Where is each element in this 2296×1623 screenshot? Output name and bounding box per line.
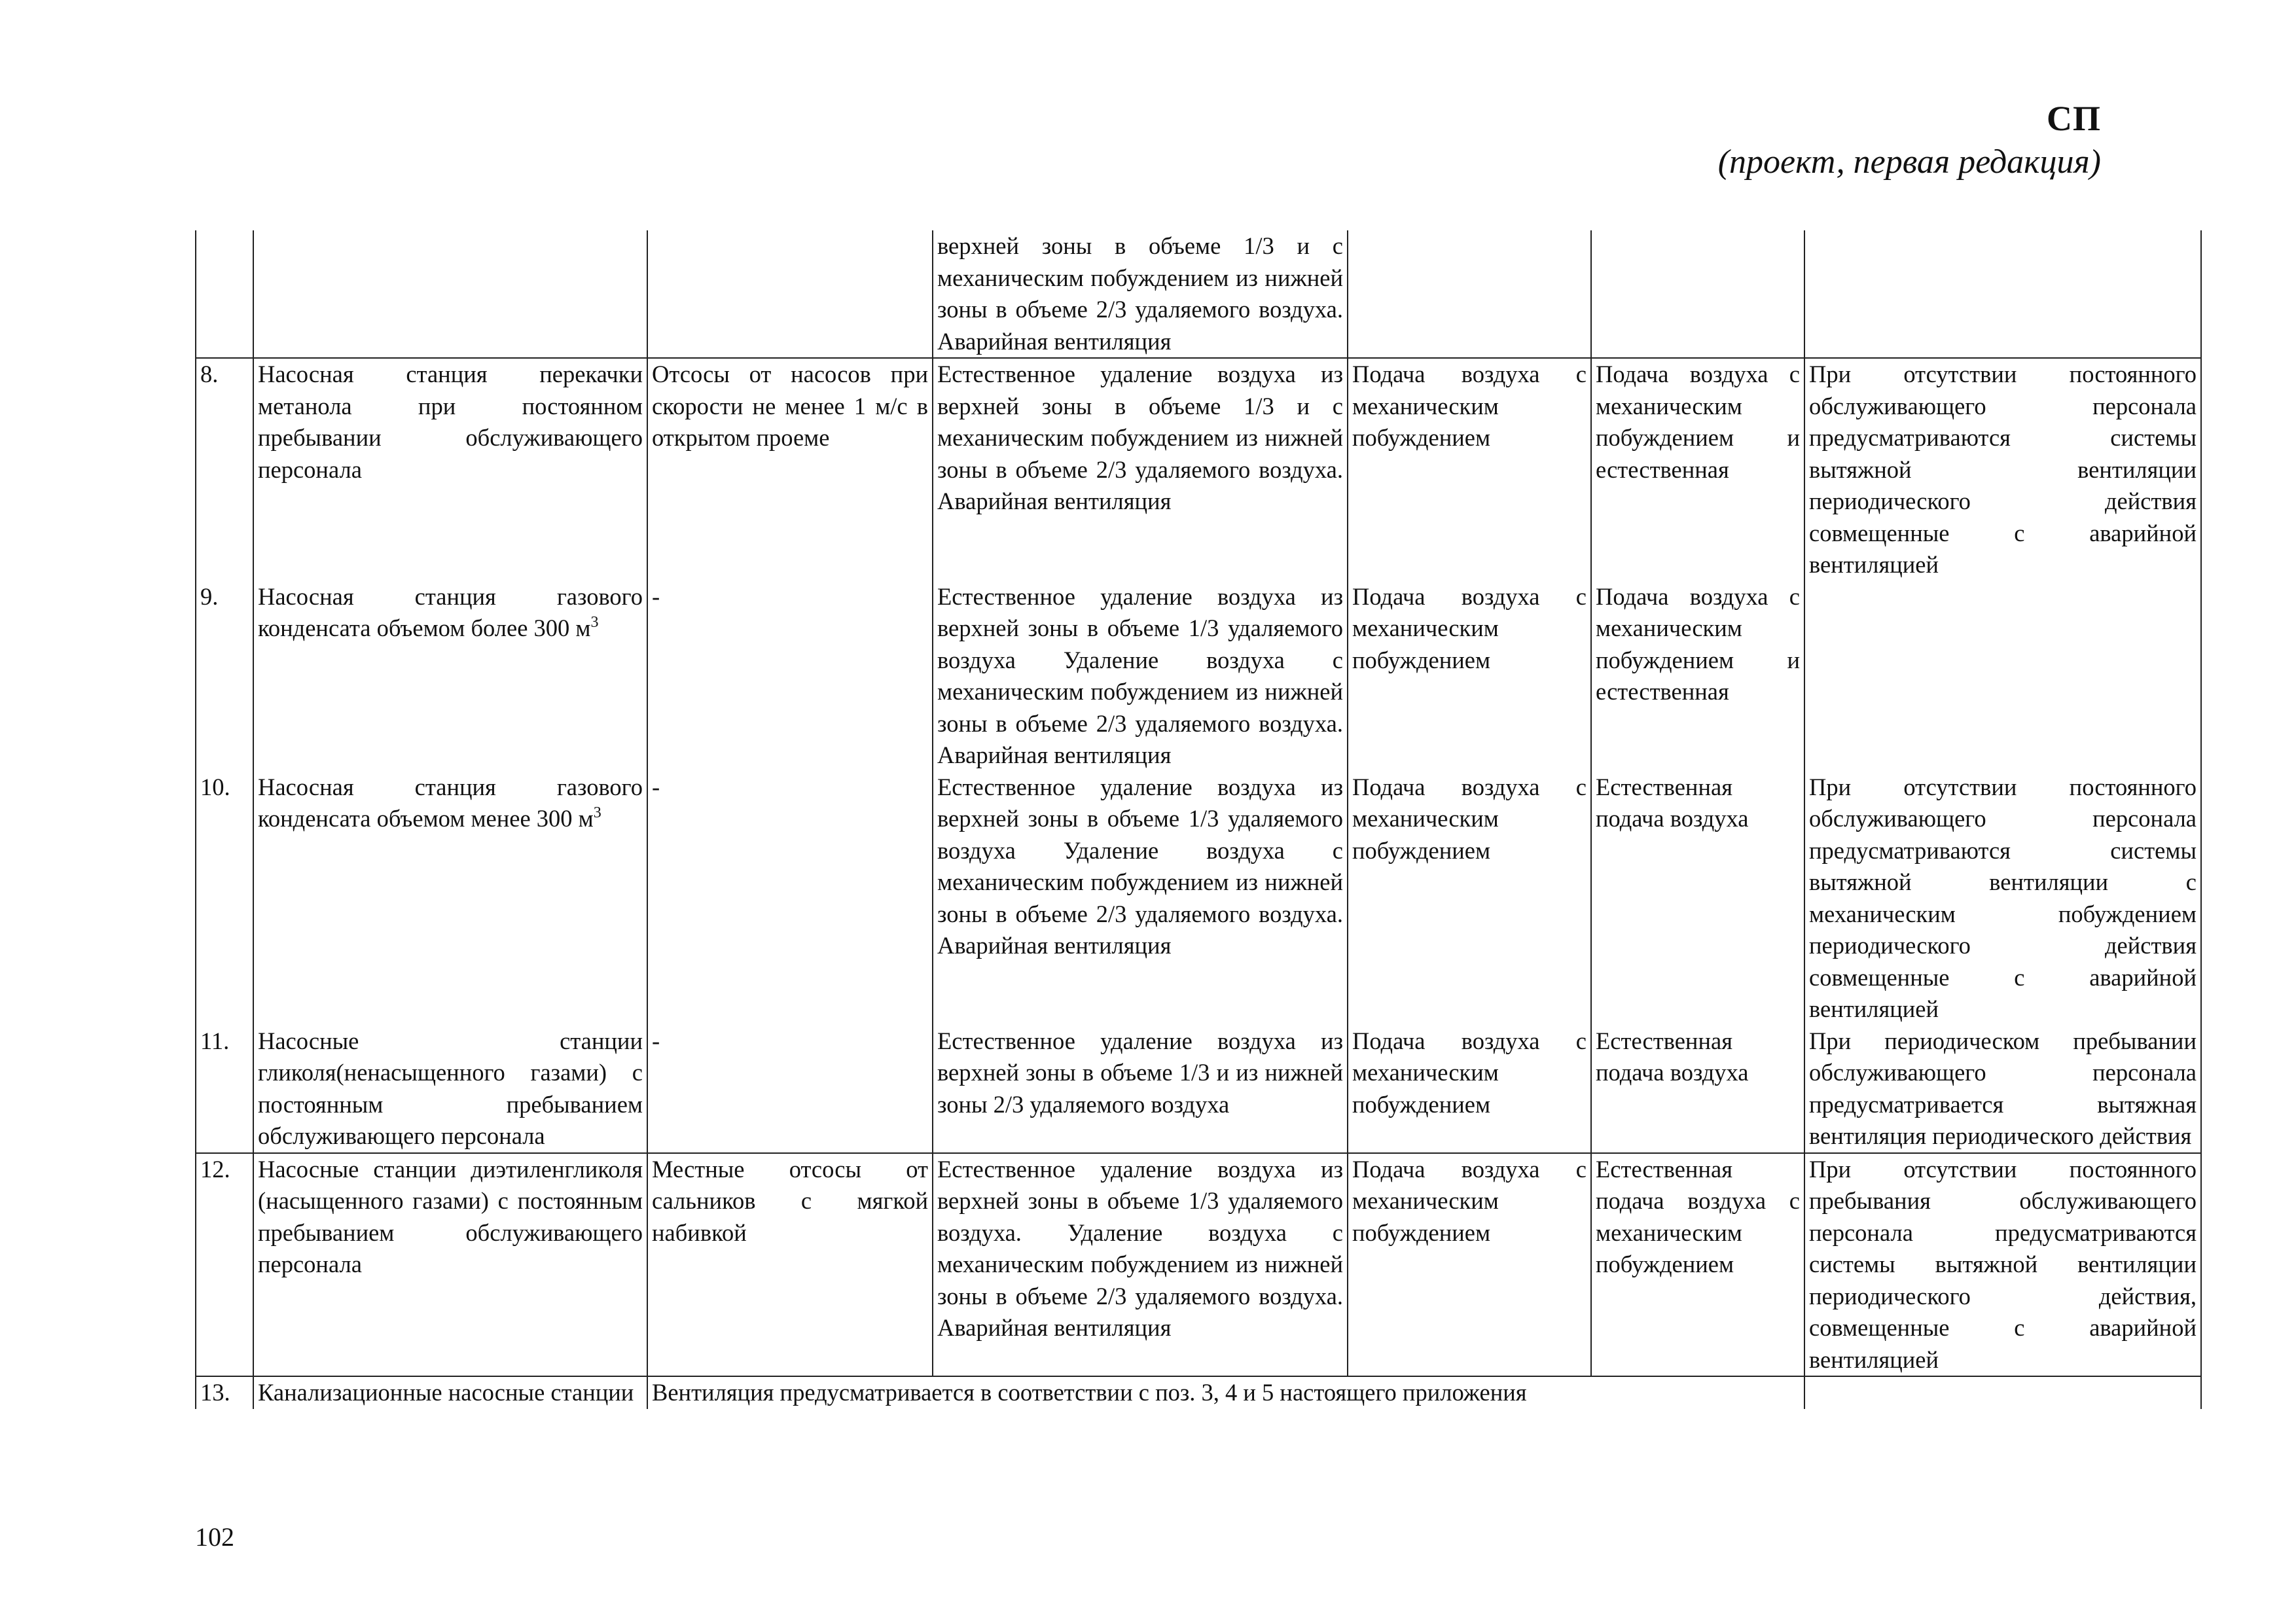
merged-ventilation-text: Вентиляция предусматривается в соответствии с поз. 3, 4 и 5 настоящего приложения — [647, 1376, 1804, 1409]
row-number: 11. — [196, 1026, 253, 1153]
room-name-text: Насосная станция газового конденсата объемом менее 300 м — [258, 773, 643, 832]
general-exhaust: верхней зоны в объеме 1/3 и с механическим побуждением из нижней зоны в объеме 2/3 удаляемого воздуха. Аварийная вентиляция — [933, 230, 1348, 358]
supply-cold-period: Подача воздуха с механическим побуждением — [1348, 358, 1591, 581]
supply-warm-period: Естественная подача воздуха — [1591, 1026, 1804, 1153]
header-subtitle: (проект, первая редакция) — [1717, 143, 2101, 181]
row-number — [196, 230, 253, 358]
table-row — [196, 358, 2201, 581]
row-number: 10. — [196, 772, 253, 1026]
room-name — [253, 230, 647, 358]
page-number: 102 — [195, 1522, 234, 1552]
general-exhaust: Естественное удаление воздуха из верхней зоны в объеме 1/3 удаляемого воздуха Удаление воздуха с механическим побуждением из нижней зоны в объеме 2/3 удаляемого воздуха. Аварийная вентиляция — [933, 581, 1348, 772]
superscript: 3 — [590, 614, 599, 631]
table-row — [196, 1153, 2201, 1377]
row-number: 13. — [196, 1376, 253, 1409]
table-row — [196, 772, 2201, 1026]
local-exhaust: Отсосы от насосов при скорости не менее 1 м/с в открытом проеме — [647, 358, 933, 581]
supply-warm-period: Подача воздуха с механическим побуждением и естественная — [1591, 581, 1804, 772]
table-row — [196, 1026, 2201, 1153]
room-name: Насосные станции диэтиленгликоля (насыщенного газами) с постоянным пребыванием обслуживающего персонала — [253, 1153, 647, 1377]
general-exhaust: Естественное удаление воздуха из верхней зоны в объеме 1/3 и из нижней зоны 2/3 удаляемого воздуха — [933, 1026, 1348, 1153]
note: При отсутствии постоянного пребывания обслуживающего персонала предусматриваются системы вытяжной вентиляции периодического действия, совмещенные с аварийной вентиляцией — [1804, 1153, 2201, 1377]
general-exhaust: Естественное удаление воздуха из верхней зоны в объеме 1/3 и с механическим побуждением из нижней зоны в объеме 2/3 удаляемого воздуха. Аварийная вентиляция — [933, 358, 1348, 581]
supply-cold-period — [1348, 230, 1591, 358]
supply-cold-period: Подача воздуха с механическим побуждением — [1348, 1153, 1591, 1377]
supply-warm-period: Естественная подача воздуха с механическим побуждением — [1591, 1153, 1804, 1377]
superscript: 3 — [593, 804, 601, 821]
supply-warm-period: Подача воздуха с механическим побуждением и естественная — [1591, 358, 1804, 581]
room-name — [253, 581, 647, 772]
general-exhaust: Естественное удаление воздуха из верхней зоны в объеме 1/3 удаляемого воздуха. Удаление воздуха с механическим побуждением из нижней зоны в объеме 2/3 удаляемого воздуха. Аварийная вентиляция — [933, 1153, 1348, 1377]
note: При отсутствии постоянного обслуживающего персонала предусматриваются системы вытяжной вентиляции периодического действия совмещенные с аварийной вентиляцией — [1804, 358, 2201, 581]
table-row — [196, 1376, 2201, 1409]
header-code: СП — [2047, 99, 2101, 138]
room-name-text: Насосная станция газового конденсата объемом более 300 м — [258, 582, 643, 641]
row-number: 8. — [196, 358, 253, 581]
note — [1804, 581, 2201, 772]
room-name: Насосные станции гликоля(ненасыщенного газами) с постоянным пребыванием обслуживающего персонала — [253, 1026, 647, 1153]
ventilation-requirements-table — [195, 230, 2202, 1409]
row-number: 12. — [196, 1153, 253, 1377]
general-exhaust: Естественное удаление воздуха из верхней зоны в объеме 1/3 удаляемого воздуха Удаление воздуха с механическим побуждением из нижней зоны в объеме 2/3 удаляемого воздуха. Аварийная вентиляция — [933, 772, 1348, 1026]
supply-warm-period: Естественная подача воздуха — [1591, 772, 1804, 1026]
supply-cold-period: Подача воздуха с механическим побуждением — [1348, 581, 1591, 772]
table-row — [196, 230, 2201, 358]
room-name: Канализационные насосные станции — [253, 1376, 647, 1409]
local-exhaust: - — [647, 772, 933, 1026]
note — [1804, 230, 2201, 358]
note — [1804, 1376, 2201, 1409]
local-exhaust: - — [647, 1026, 933, 1153]
table-row — [196, 581, 2201, 772]
supply-cold-period: Подача воздуха с механическим побуждением — [1348, 772, 1591, 1026]
note: При отсутствии постоянного обслуживающего персонала предусматриваются системы вытяжной вентиляции с механическим побуждением периодического действия совмещенные с аварийной вентиляцией — [1804, 772, 2201, 1026]
local-exhaust: - — [647, 581, 933, 772]
local-exhaust — [647, 230, 933, 358]
local-exhaust: Местные отсосы от сальников с мягкой набивкой — [647, 1153, 933, 1377]
room-name — [253, 772, 647, 1026]
supply-cold-period: Подача воздуха с механическим побуждением — [1348, 1026, 1591, 1153]
row-number: 9. — [196, 581, 253, 772]
note: При периодическом пребывании обслуживающего персонала предусматривается вытяжная вентиляция периодического действия — [1804, 1026, 2201, 1153]
supply-warm-period — [1591, 230, 1804, 358]
room-name: Насосная станция перекачки метанола при постоянном пребывании обслуживающего персонала — [253, 358, 647, 581]
